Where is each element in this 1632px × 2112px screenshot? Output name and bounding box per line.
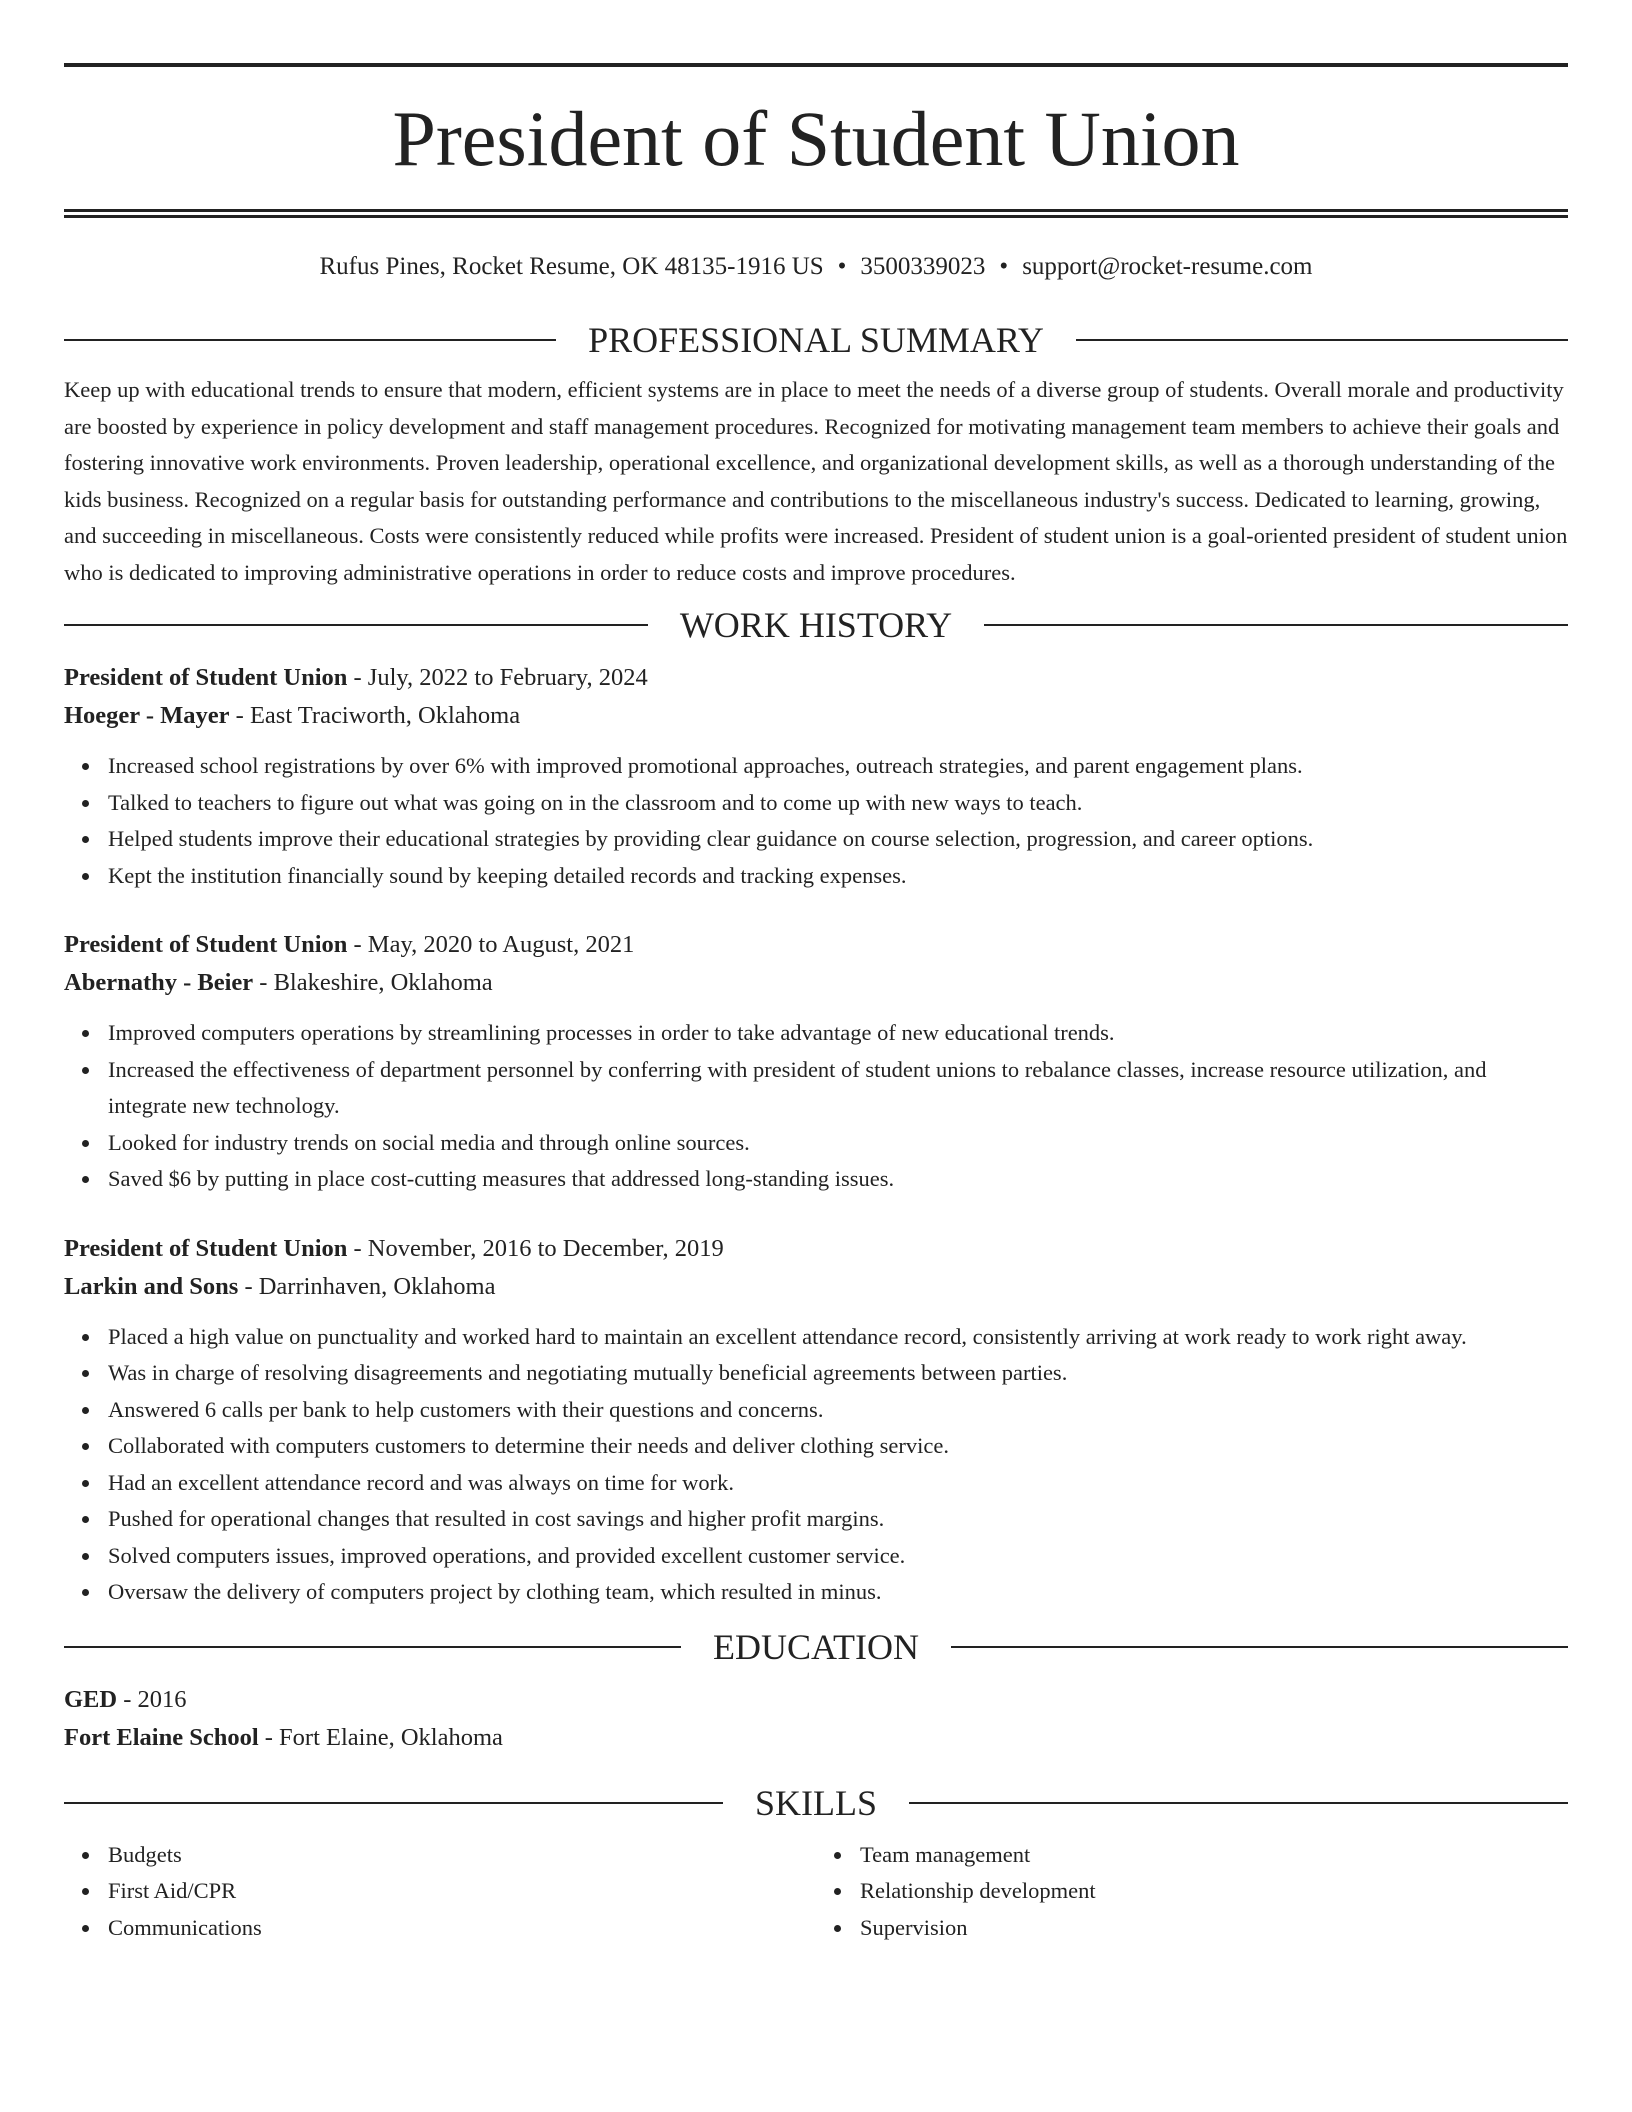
contact-separator: • xyxy=(999,253,1009,280)
job-dates: - July, 2022 to February, 2024 xyxy=(347,664,648,691)
education-school: Fort Elaine School xyxy=(64,1723,259,1751)
job-employer-line xyxy=(64,1268,1568,1306)
job-bullet: Had an excellent attendance record and was always on time for work. xyxy=(108,1465,1568,1502)
job-bullet: Collaborated with computers customers to determine their needs and deliver clothing service. xyxy=(108,1428,1568,1465)
job-employer: Abernathy - Beier xyxy=(64,969,254,996)
job-location: - East Traciworth, Oklahoma xyxy=(229,702,521,729)
section-rule xyxy=(951,1646,1568,1648)
job-bullet: Increased the effectiveness of department personnel by conferring with president of student unions to rebalance classes, increase resource utilization, and integrate new technology. xyxy=(108,1052,1568,1125)
skills-list-left xyxy=(64,1837,816,1947)
job-bullet: Oversaw the delivery of computers project by clothing team, which resulted in minus. xyxy=(108,1574,1568,1611)
header-double-rule xyxy=(64,209,1568,218)
job-location: - Blakeshire, Oklahoma xyxy=(253,969,493,996)
section-title-education: EDUCATION xyxy=(713,1626,919,1667)
section-rule xyxy=(1076,339,1568,341)
skills-section-header xyxy=(64,1781,1568,1825)
section-rule xyxy=(64,624,648,626)
job-entry xyxy=(64,926,1568,1198)
job-bullet: Was in charge of resolving disagreements and negotiating mutually beneficial agreements between parties. xyxy=(108,1355,1568,1392)
job-bullet: Helped students improve their educational strategies by providing clear guidance on course selection, progression, and career options. xyxy=(108,821,1568,858)
contact-email: support@rocket-resume.com xyxy=(1022,253,1313,280)
job-bullet: Placed a high value on punctuality and worked hard to maintain an excellent attendance record, consistently arriving at work ready to work right away. xyxy=(108,1319,1568,1356)
job-employer: Hoeger - Mayer xyxy=(64,702,230,729)
contact-separator: • xyxy=(837,253,847,280)
section-title-summary: PROFESSIONAL SUMMARY xyxy=(588,320,1044,360)
job-bullet: Solved computers issues, improved operations, and provided excellent customer service. xyxy=(108,1538,1568,1575)
summary-text: Keep up with educational trends to ensure that modern, efficient systems are in place to meet the needs of a diverse group of students. Overall morale and productivity are boosted by experience in policy development and staff management procedures. Recognized for motivating management team members to achieve their goals and fostering innovative work environments. Proven leadership, operational excellence, and organizational development skills, as well as a thorough understanding of the kids business. Recognized on a regular basis for outstanding performance and contributions to the miscellaneous industry's success. Dedicated to learning, growing, and succeeding in miscellaneous. Costs were consistently reduced while profits were increased. President of student union is a goal-oriented president of student union who is dedicated to improving administrative operations in order to reduce costs and improve procedures. xyxy=(64,377,1568,585)
skills-columns xyxy=(64,1837,1568,1947)
job-employer-line xyxy=(64,964,1568,1002)
header-top-rule xyxy=(64,63,1568,67)
job-bullet: Talked to teachers to figure out what was going on in the classroom and to come up with new ways to teach. xyxy=(108,785,1568,822)
contact-phone: 3500339023 xyxy=(860,253,986,280)
skill-item: Relationship development xyxy=(860,1873,1568,1910)
job-title: President of Student Union xyxy=(64,664,348,691)
job-bullet: Answered 6 calls per bank to help customers with their questions and concerns. xyxy=(108,1392,1568,1429)
job-bullet: Improved computers operations by streamlining processes in order to take advantage of new educational trends. xyxy=(108,1015,1568,1052)
job-employer: Larkin and Sons xyxy=(64,1272,239,1300)
job-bullet: Kept the institution financially sound by keeping detailed records and tracking expenses. xyxy=(108,858,1568,895)
job-title: President of Student Union xyxy=(64,931,348,958)
education-degree-line xyxy=(64,1681,1568,1719)
section-rule xyxy=(984,624,1568,626)
job-bullet-list xyxy=(64,1319,1568,1611)
job-bullet: Increased school registrations by over 6% with improved promotional approaches, outreach strategies, and parent engagement plans. xyxy=(108,748,1568,785)
job-dates: - November, 2016 to December, 2019 xyxy=(347,1234,724,1262)
section-rule xyxy=(909,1802,1568,1804)
education-entry xyxy=(64,1681,1568,1757)
skill-item: First Aid/CPR xyxy=(108,1873,816,1910)
section-title-work: WORK HISTORY xyxy=(679,605,953,645)
job-employer-line xyxy=(64,697,1568,735)
job-title: President of Student Union xyxy=(64,1234,348,1262)
section-rule xyxy=(64,1802,723,1804)
contact-address: Rufus Pines, Rocket Resume, OK 48135-1916 US xyxy=(319,253,824,280)
skill-item: Supervision xyxy=(860,1910,1568,1947)
section-title-skills: SKILLS xyxy=(755,1782,878,1823)
skills-list-right xyxy=(816,1837,1568,1947)
job-bullet: Saved $6 by putting in place cost-cutting measures that addressed long-standing issues. xyxy=(108,1161,1568,1198)
education-school-line xyxy=(64,1719,1568,1757)
resume-page xyxy=(64,0,1568,1946)
job-location: - Darrinhaven, Oklahoma xyxy=(238,1272,496,1300)
job-entry xyxy=(64,1230,1568,1611)
education-location: - Fort Elaine, Oklahoma xyxy=(258,1723,503,1751)
education-year: - 2016 xyxy=(117,1685,187,1713)
job-bullet: Looked for industry trends on social media and through online sources. xyxy=(108,1125,1568,1162)
job-bullet-list xyxy=(64,748,1568,894)
summary-section-header xyxy=(64,318,1568,362)
section-rule xyxy=(64,1646,681,1648)
job-bullet: Pushed for operational changes that resulted in cost savings and higher profit margins. xyxy=(108,1501,1568,1538)
job-title-line xyxy=(64,1230,1568,1268)
job-title-line xyxy=(64,659,1568,697)
contact-line xyxy=(64,251,1568,283)
job-entry xyxy=(64,659,1568,894)
job-dates: - May, 2020 to August, 2021 xyxy=(347,931,635,958)
skill-item: Team management xyxy=(860,1837,1568,1874)
skill-item: Budgets xyxy=(108,1837,816,1874)
education-degree: GED xyxy=(64,1685,118,1713)
skill-item: Communications xyxy=(108,1910,816,1947)
section-rule xyxy=(64,339,556,341)
resume-name-heading: President of Student Union xyxy=(392,95,1240,182)
job-bullet-list xyxy=(64,1015,1568,1198)
work-section-header xyxy=(64,603,1568,647)
education-section-header xyxy=(64,1625,1568,1669)
job-title-line xyxy=(64,926,1568,964)
